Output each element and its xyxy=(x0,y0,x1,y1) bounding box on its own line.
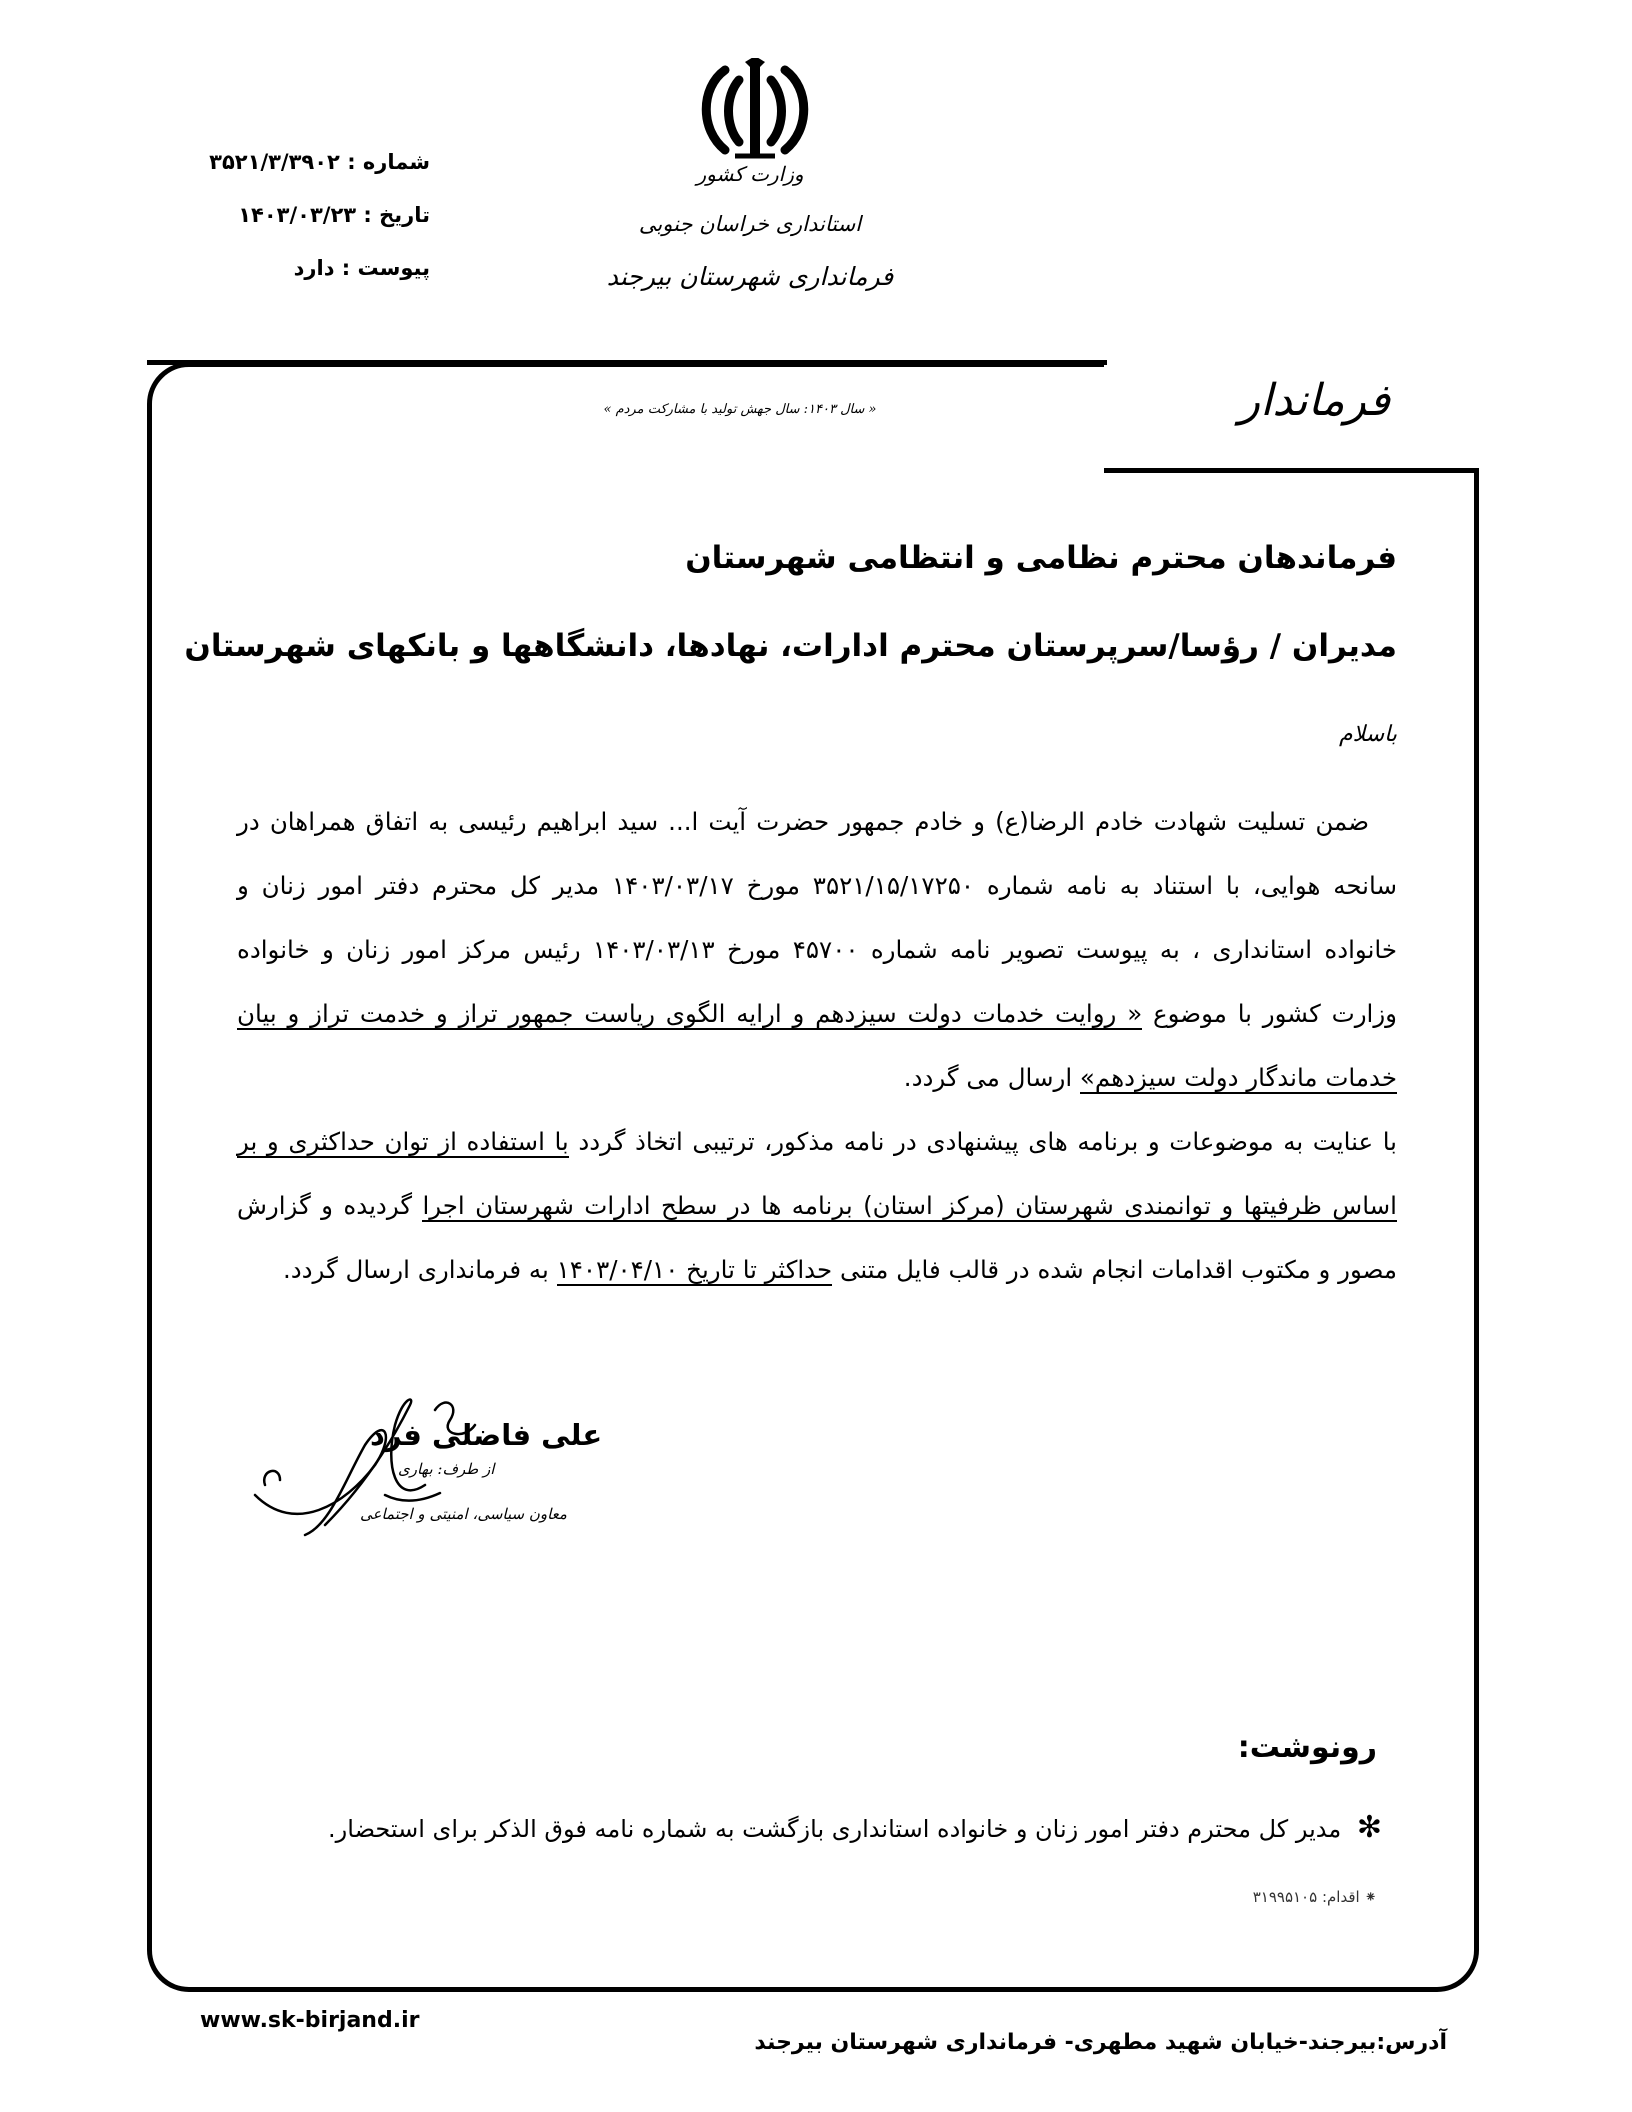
letter-date-label: تاریخ : xyxy=(363,203,430,227)
year-motto: « سال ۱۴۰۳: سال جهش تولید با مشارکت مردم » xyxy=(603,402,877,417)
letter-body xyxy=(237,790,1397,1302)
cc-star-icon: ✻ xyxy=(1356,1810,1382,1845)
greeting: باسلام xyxy=(1338,722,1397,747)
body-p1-subject: « روایت خدمات دولت سیزدهم و ارایه الگوی ریاست جمهور تراز و خدمت تراز و بیان خدمات ماندگار دولت سیزدهم» xyxy=(237,999,1397,1092)
office-name: فرمانداری شهرستان بیرجند xyxy=(606,262,894,291)
province-name: استانداری خراسان جنوبی xyxy=(638,212,862,236)
addressee-line-1: فرماندهان محترم نظامی و انتظامی شهرستان xyxy=(685,540,1397,576)
address: آدرس:بیرجند-خیابان شهید مطهری- فرمانداری شهرستان بیرجند xyxy=(754,2030,1447,2055)
letter-date xyxy=(190,203,430,227)
body-p2-end: به فرمانداری ارسال گردد. xyxy=(282,1255,549,1284)
addressee-line-2: مدیران / رؤسا/سرپرستان محترم ادارات، نهادها، دانشگاهها و بانکهای شهرستان xyxy=(184,628,1397,664)
letter-number xyxy=(190,150,430,174)
frame-notch-line xyxy=(1104,468,1479,473)
iran-emblem-icon xyxy=(695,58,815,163)
website-link[interactable]: www.sk-birjand.ir xyxy=(200,2008,420,2033)
body-paragraph-1 xyxy=(237,790,1397,1110)
action-code: ⁕ اقدام: ۳۱۹۹۵۱۰۵ xyxy=(1252,1888,1377,1906)
letter-number-value: ۳۵۲۱/۳/۳۹۰۲ xyxy=(209,150,340,174)
body-paragraph-2 xyxy=(237,1110,1397,1302)
ministry-name: وزارت کشور xyxy=(696,162,804,186)
letter-attachment-value: دارد xyxy=(293,256,335,280)
signatory-on-behalf: از طرف: بهاری xyxy=(398,1460,495,1478)
body-p2-text: با عنایت به موضوعات و برنامه های پیشنهادی در نامه مذکور، ترتیبی اتخاذ گردد xyxy=(578,1127,1397,1156)
signatory-name: علی فاضلی فرد xyxy=(370,1418,603,1452)
body-p1-text: ضمن تسلیت شهادت خادم الرضا(ع) و خادم جمهور حضرت آیت ا... سید ابراهیم رئیسی به اتفاق همراهان در سانحه هوایی، با استناد به نامه شماره ۳۵۲۱/۱۵/۱۷۲۵۰ مورخ ۱۴۰۳/۰۳/۱۷ مدیر کل محترم دفتر امور زنان و خانواده استانداری ، به پیوست تصویر نامه شماره ۴۵۷۰۰ مورخ ۱۴۰۳/۰۳/۱۳ رئیس مرکز امور زنان و خانواده وزارت کشور با موضوع xyxy=(237,807,1397,1028)
letter-date-value: ۱۴۰۳/۰۳/۲۳ xyxy=(238,203,357,227)
farmandar-label: فرماندار xyxy=(1238,375,1390,426)
letter-attachment-label: پیوست : xyxy=(341,256,430,280)
body-p2-middle: گردیده و گزارش مصور و مکتوب اقدامات انجام شده در قالب فایل متنی xyxy=(237,1191,1397,1284)
body-p2-underline-1: با استفاده از توان حداکثری و بر اساس ظرفیتها و توانمندی شهرستان (مرکز استان) برنامه ها در سطح ادارات شهرستان اجرا xyxy=(237,1127,1397,1220)
body-p1-end: ارسال می گردد. xyxy=(903,1063,1073,1092)
cc-recipient xyxy=(328,1810,1382,1845)
letter-attachment xyxy=(190,256,430,280)
body-p2-deadline: حداکثر تا تاریخ ۱۴۰۳/۰۴/۱۰ xyxy=(556,1255,833,1284)
cc-title: رونوشت: xyxy=(1237,1730,1377,1765)
cc-recipient-text: مدیر کل محترم دفتر امور زنان و خانواده استانداری بازگشت به شماره نامه فوق الذکر برای استحضار. xyxy=(328,1815,1342,1843)
letter-number-label: شماره : xyxy=(347,150,430,174)
signatory-title: معاون سیاسی، امنیتی و اجتماعی xyxy=(360,1505,567,1523)
frame-top-line xyxy=(147,360,1107,365)
